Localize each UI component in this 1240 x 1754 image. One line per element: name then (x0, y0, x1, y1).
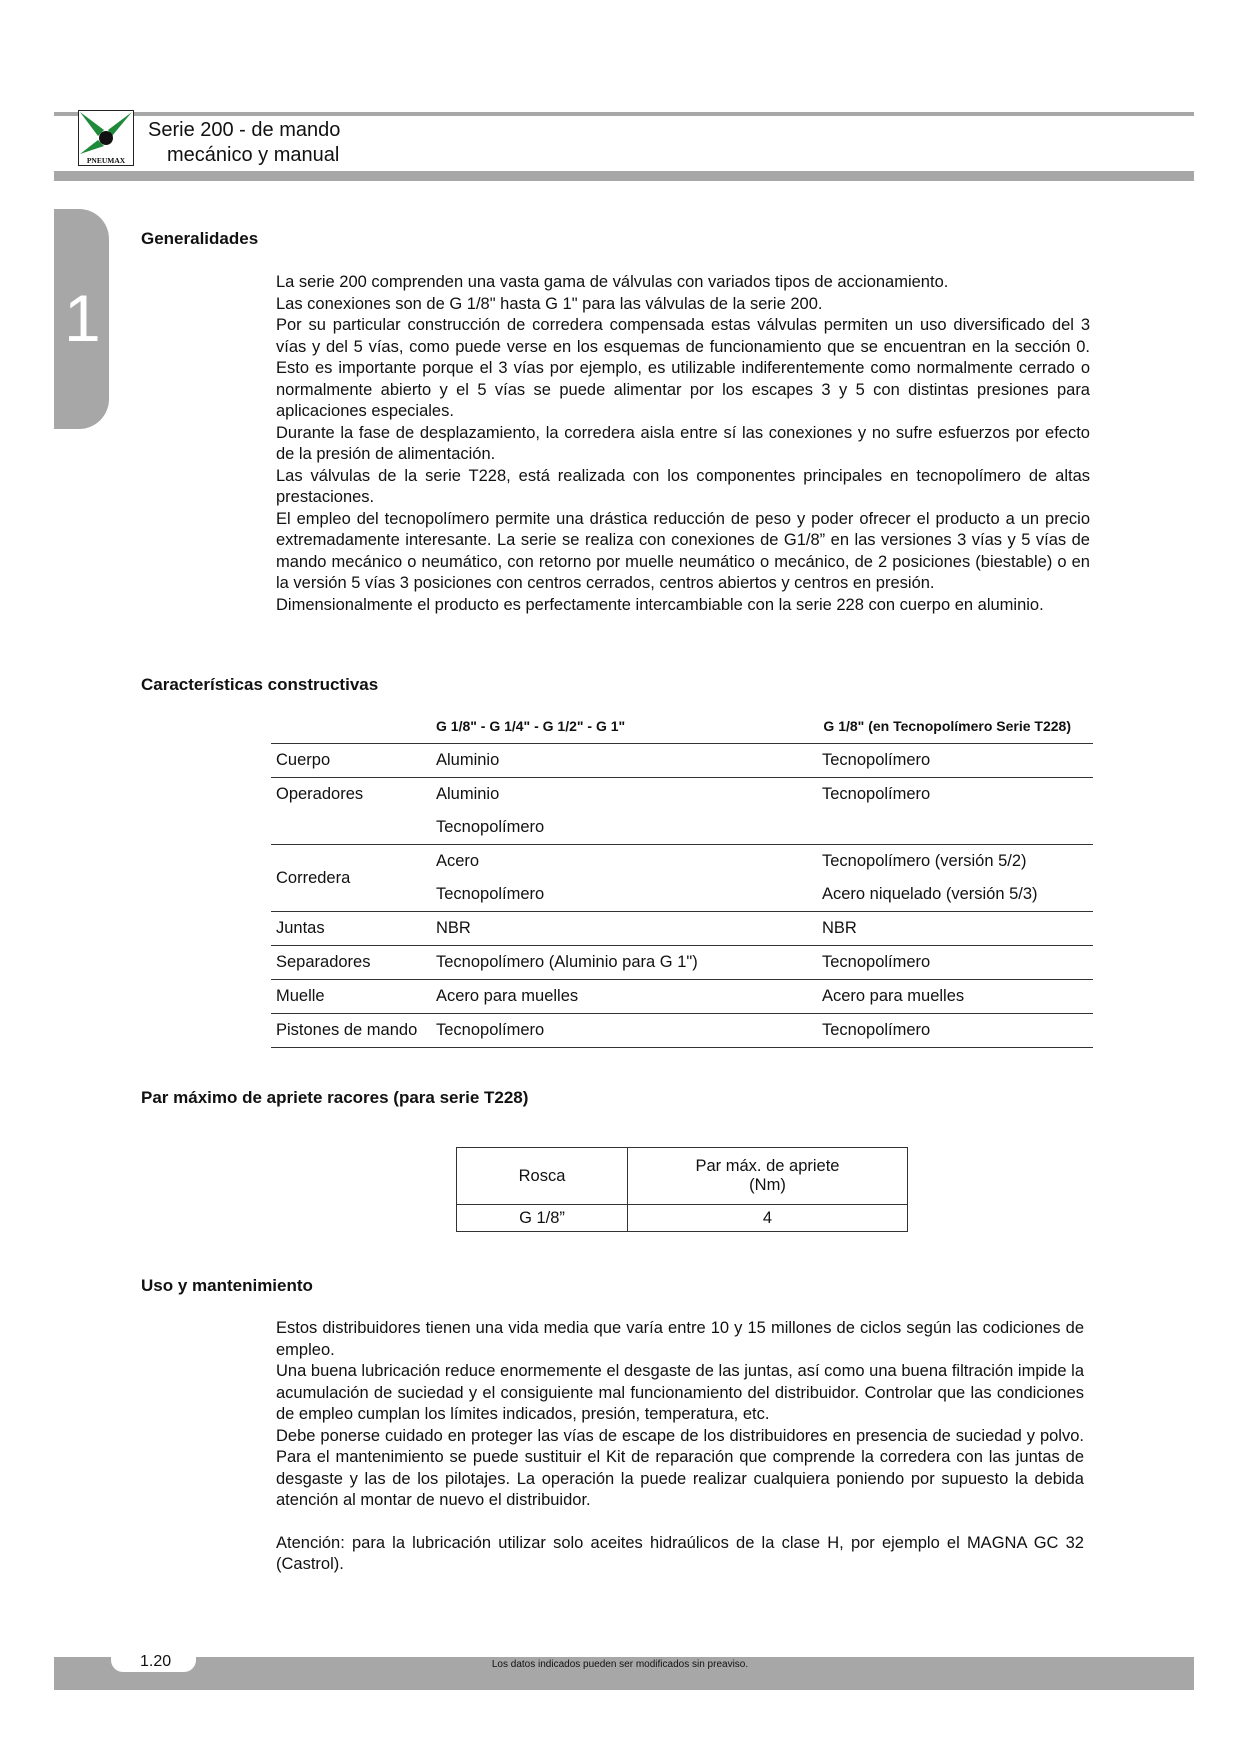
table-cell: Tecnopolímero (822, 1021, 931, 1039)
table-cell (271, 811, 436, 845)
page-title-line1: Serie 200 - de mando (148, 119, 341, 141)
paragraph: Estos distribuidores tienen una vida media que varía entre 10 y 15 millones de ciclos según las codiciones de empleo. (276, 1319, 1084, 1359)
table-cell: Operadores (276, 785, 364, 803)
table-cell: Tecnopolímero (822, 785, 931, 803)
paragraph: Dimensionalmente el producto es perfectamente intercambiable con la serie 228 con cuerpo en aluminio. (276, 595, 1044, 614)
heading-uso: Uso y mantenimiento (141, 1276, 313, 1295)
table-cell: Tecnopolímero (Aluminio para G 1") (436, 953, 698, 971)
heading-generalidades: Generalidades (141, 229, 259, 248)
table-cell: NBR (822, 919, 857, 937)
page-number: 1.20 (140, 1653, 172, 1670)
torque-table (456, 1147, 908, 1232)
table-cell: Tecnopolímero (822, 751, 931, 769)
column-header: Rosca (457, 1148, 628, 1205)
header-top-rule (54, 112, 1194, 116)
table-cell: Separadores (276, 953, 371, 971)
table-cell: Cuerpo (276, 751, 331, 769)
uso-text (276, 1318, 1084, 1576)
paragraph: Las válvulas de la serie T228, está realizada con los componentes principales en tecnopolímero de altas prestaciones. (276, 466, 1090, 506)
table-row (457, 1205, 908, 1232)
column-header: G 1/8" (en Tecnopolímero Serie T228) (823, 718, 1071, 734)
table-cell: NBR (436, 919, 471, 937)
heading-caracteristicas: Características constructivas (141, 675, 379, 694)
paragraph: Debe ponerse cuidado en proteger las vías de escape de los distribuidores en presencia de suciedad y polvo. Para el mantenimiento se puede sustituir el Kit de reparación que comprende la corredera con las juntas de desgaste y las de los pilotajes. La operación la puede realizar cualquiera poniendo por supuesto la debida atención al montar de nuevo el distribuidor. (276, 1426, 1084, 1509)
table-cell: Tecnopolímero (436, 885, 545, 903)
table-cell: 4 (628, 1205, 908, 1232)
paragraph: Una buena lubricación reduce enormemente el desgaste de las juntas, así como una buena filtración impide la acumulación de suciedad y el consiguiente mal funcionamiento del distribuidor. Controlar que las condiciones de empleo cumplan los límites indicados, presión, temperatura, etc. (276, 1362, 1084, 1423)
table-cell: Aluminio (436, 785, 500, 803)
table-cell: Acero para muelles (822, 987, 965, 1005)
column-header (271, 711, 436, 744)
logo-text: PNEUMAX (86, 156, 126, 165)
table-row (271, 946, 1093, 980)
table-cell: Tecnopolímero (436, 818, 545, 836)
paragraph: Por su particular construcción de corredera compensada estas válvulas permiten un uso diversificado del 3 vías y del 5 vías, como puede verse en los esquemas de funcionamiento que se encuentran en la sección 0. Esto es importante porque el 3 vías por ejemplo, es utilizable indiferentemente como normalmente cerrado o normalmente abierto y el 5 vías se puede alimentar por los escapes 3 y 5 con distintas presiones para aplicaciones especiales. (276, 316, 1090, 420)
table-row (271, 845, 1093, 879)
generalidades-text (276, 272, 1090, 616)
table-cell: Corredera (276, 868, 351, 887)
table-header-row (457, 1148, 908, 1205)
table-row (271, 912, 1093, 946)
heading-par-maximo: Par máximo de apriete racores (para serie T228) (141, 1088, 529, 1107)
page-title-line2: mecánico y manual (167, 144, 340, 166)
par-header-line1: Par máx. de apriete (695, 1157, 840, 1175)
table-row (271, 980, 1093, 1014)
characteristics-table (271, 711, 1093, 1048)
table-cell: Muelle (276, 987, 325, 1005)
pneumax-logo (78, 110, 134, 166)
table-cell: Tecnopolímero (versión 5/2) (822, 852, 1027, 870)
column-header (628, 1148, 908, 1205)
table-cell: Acero (436, 852, 480, 870)
paragraph: El empleo del tecnopolímero permite una drástica reducción de peso y poder ofrecer el producto a un precio extremadamente interesante. La serie se realiza con conexiones de G1/8” en las versiones 3 vías y 5 vías de mando mecánico o neumático, con retorno por muelle neumático o mecánico, de 2 posiciones (biestable) o en la versión 5 vías 3 posiciones con centros cerrados, centros abiertos y centros en presión. (276, 509, 1090, 592)
table-row (271, 778, 1093, 812)
table-row (271, 1014, 1093, 1048)
chapter-number: 1 (64, 281, 101, 355)
table-cell: Tecnopolímero (436, 1021, 545, 1039)
table-cell: Juntas (276, 919, 325, 937)
table-row (271, 744, 1093, 778)
table-cell: Acero niquelado (versión 5/3) (822, 885, 1038, 903)
table-cell: Aluminio (436, 751, 500, 769)
header-bottom-rule (54, 171, 1194, 181)
table-cell: G 1/8” (457, 1205, 628, 1232)
table-cell (822, 811, 1093, 845)
table-cell: Tecnopolímero (822, 953, 931, 971)
table-cell: Pistones de mando (276, 1021, 418, 1039)
paragraph: Las conexiones son de G 1/8" hasta G 1" para las válvulas de la serie 200. (276, 294, 823, 313)
column-header: G 1/8" - G 1/4" - G 1/2" - G 1" (436, 718, 626, 734)
table-row (271, 811, 1093, 845)
table-header-row (271, 711, 1093, 744)
table-cell: Acero para muelles (436, 987, 579, 1005)
footer-note: Los datos indicados pueden ser modificados sin preaviso. (491, 1659, 749, 1670)
par-header-line2: (Nm) (749, 1176, 786, 1194)
paragraph: La serie 200 comprenden una vasta gama de válvulas con variados tipos de accionamiento. (276, 273, 949, 291)
paragraph: Durante la fase de desplazamiento, la corredera aisla entre sí las conexiones y no sufre esfuerzos por efecto de la presión de alimentación. (276, 423, 1090, 463)
attention-note: Atención: para la lubricación utilizar solo aceites hidraúlicos de la clase H, por ejemplo el MAGNA GC 32 (Castrol). (276, 1533, 1084, 1573)
